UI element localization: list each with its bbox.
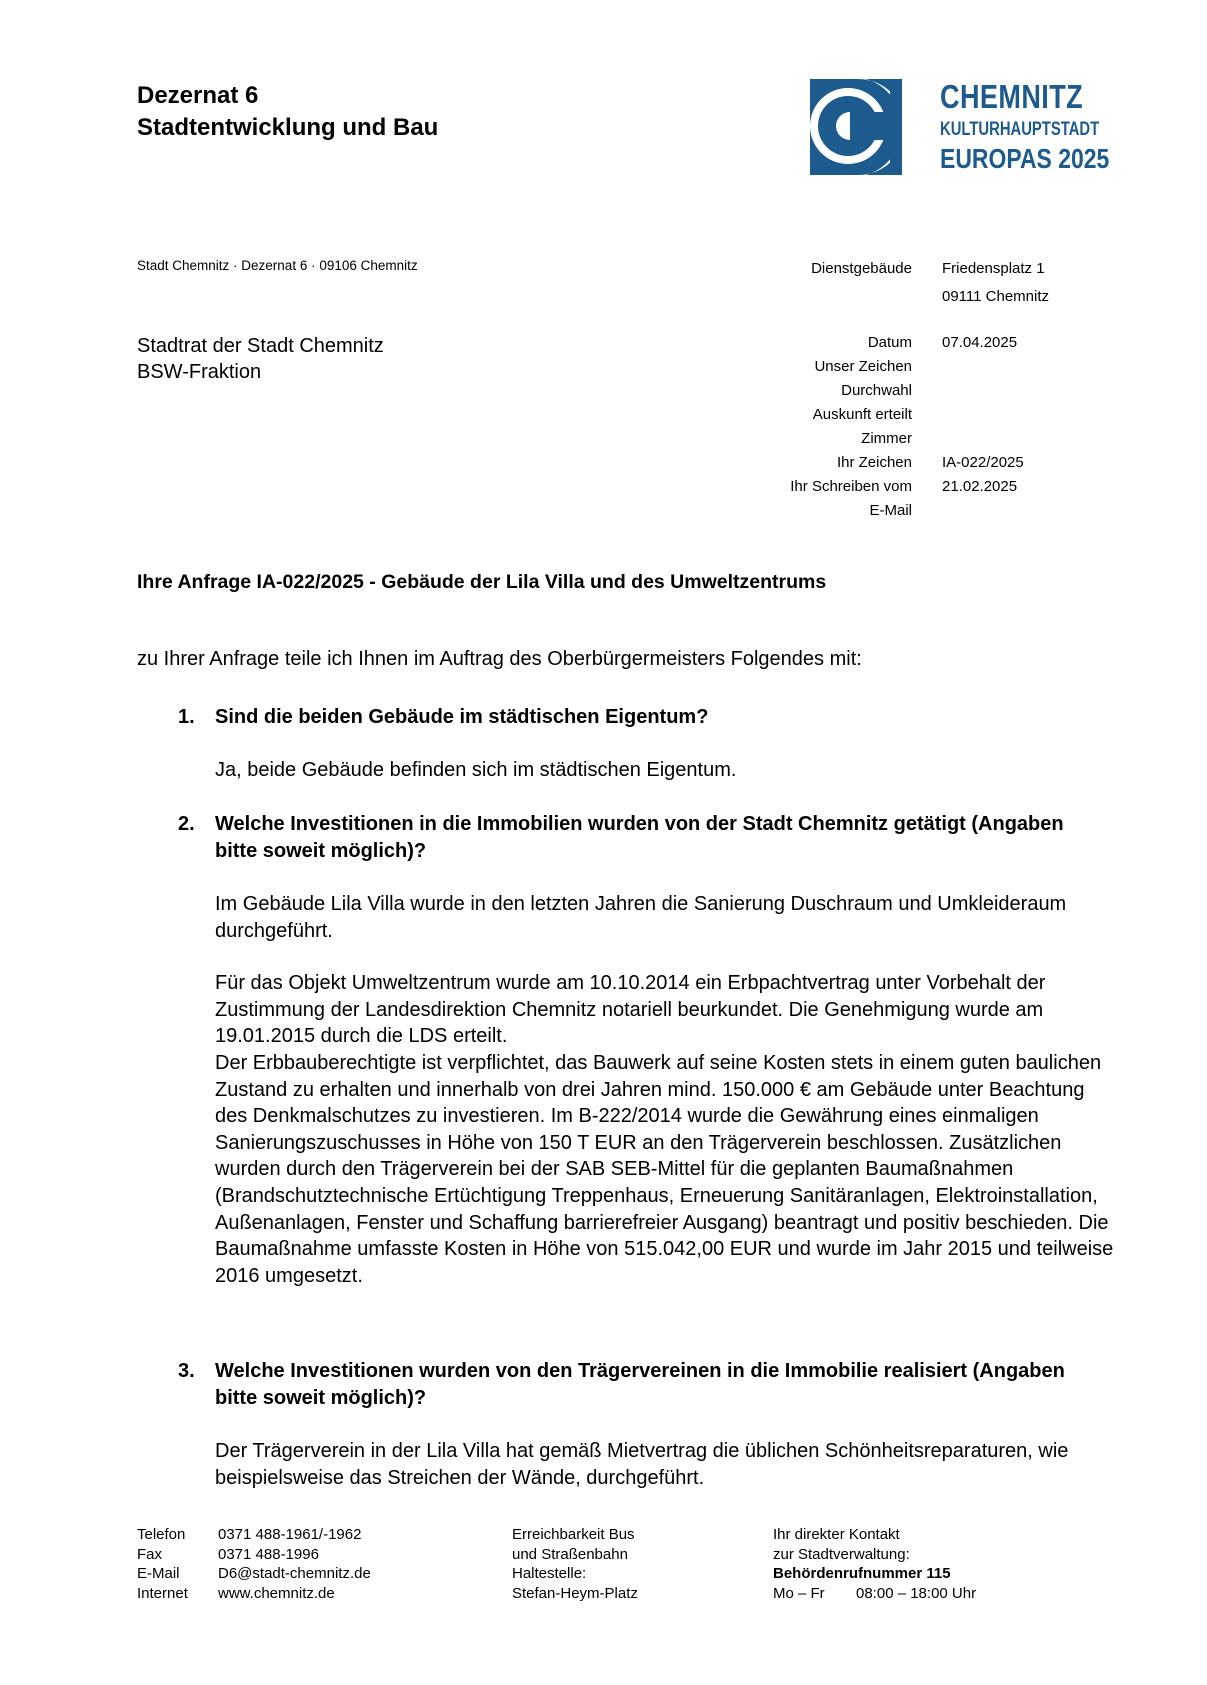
info-value: 21.02.2025 xyxy=(942,478,1018,495)
answer-paragraph: Der Erbbauberechtigte ist verpflichtet, das Bauwerk auf seine Kosten stets in einem guten baulichen Zustand zu erhalten und innerhalb von drei Jahren mind. 150.000 € am Gebäude unter Beachtung des Denkmalschutzes zu investieren. Im B-222/2014 wurde die Gewährung eines einmaligen Sanierungszuschusses in Höhe von 150 T EUR an den Trägerverein beschlossen. Zusätzlichen wurden durch den Trägerverein bei der SAB SEB-Mittel für die geplanten Baumaßnahmen (Brandschutztechnische Ertüchtigung Treppenhaus, Erneuerung Sanitäranlagen, Elektroinstallation, Außenanlagen, Fenster und Schaffung barrierefreier Ausgang) beantragt und positiv beschieden. Die Baumaßnahme umfasste Kosten in Höhe von 515.042,00 EUR und wurde im Jahr 2015 und teilweise 2016 umgesetzt. xyxy=(215,1051,1114,1287)
info-value: Friedensplatz 1 xyxy=(942,260,1045,277)
question-number: 2. xyxy=(178,813,195,835)
info-row-datum xyxy=(740,331,1160,355)
info-label: Ihr Schreiben vom xyxy=(790,478,912,495)
info-row-durchwahl xyxy=(740,379,1160,403)
info-label: Datum xyxy=(867,334,912,351)
department-heading xyxy=(137,80,438,144)
info-row-ihr-zeichen xyxy=(740,451,1160,475)
footer-email-link[interactable]: D6@stadt-chemnitz.de xyxy=(218,1565,371,1582)
answer-1 xyxy=(215,757,1115,784)
letter-intro: zu Ihrer Anfrage teile ich Ihnen im Auftrag des Oberbürgermeisters Folgendes mit: xyxy=(137,648,862,670)
info-row-email xyxy=(740,499,1160,523)
footer-contact xyxy=(137,1525,371,1603)
logo-tagline: KULTURHAUPTSTADT xyxy=(940,119,1100,140)
question-number: 1. xyxy=(178,706,195,728)
info-label: Unser Zeichen xyxy=(814,358,912,375)
footer-internet: Internet www.chemnitz.de xyxy=(137,1584,335,1602)
info-label: Auskunft erteilt xyxy=(812,406,912,423)
footer-fax: Fax 0371 488-1996 xyxy=(137,1545,319,1563)
letter-info-block xyxy=(740,255,1160,523)
footer-transit: Erreichbarkeit Bus und Straßenbahn Haltestelle: Stefan-Heym-Platz xyxy=(512,1526,638,1602)
question-text: Welche Investitionen wurden von den Trägervereinen in die Immobilie realisiert (Angaben bitte soweit möglich)? xyxy=(215,1360,1065,1409)
answer-paragraph: Für das Objekt Umweltzentrum wurde am 10.10.2014 ein Erbpachtvertrag unter Vorbehalt der Zustimmung der Landesdirektion Chemnitz notariell beurkundet. Die Genehmigung wurde am 19.01.2015 durch die LDS erteilt. xyxy=(215,972,1046,1048)
chemnitz-c-mark-icon xyxy=(806,79,902,175)
recipient-address xyxy=(137,333,384,385)
info-label: E-Mail xyxy=(869,502,912,519)
question-text: Sind die beiden Gebäude im städtischen Eigentum? xyxy=(215,706,709,728)
answer-2 xyxy=(215,891,1115,1289)
office-hours: Mo – Fr 08:00 – 18:00 Uhr xyxy=(773,1584,977,1602)
info-label: Dienstgebäude xyxy=(811,260,912,277)
info-row-dienstgebaeude xyxy=(740,255,1160,283)
info-row-zimmer xyxy=(740,427,1160,451)
info-value: IA-022/2025 xyxy=(942,454,1024,471)
question-1 xyxy=(178,704,1098,731)
footer-website-link[interactable]: www.chemnitz.de xyxy=(218,1584,335,1602)
question-3 xyxy=(178,1358,1098,1411)
department-subtitle: Stadtentwicklung und Bau xyxy=(137,114,439,141)
question-text: Welche Investitionen in die Immobilien wurden von der Stadt Chemnitz getätigt (Angaben bitte soweit möglich)? xyxy=(215,813,1064,862)
info-row-ihr-schreiben xyxy=(740,475,1160,499)
logo-year: EUROPAS 2025 xyxy=(940,143,1110,174)
recipient-line-2: BSW-Fraktion xyxy=(137,361,262,383)
info-row-auskunft xyxy=(740,403,1160,427)
answer-paragraph: Der Trägerverein in der Lila Villa hat gemäß Mietvertrag die üblichen Schönheitsreparaturen, wie beispielsweise das Streichen der Wände, durchgeführt. xyxy=(215,1440,1069,1489)
footer-email: E-Mail D6@stadt-chemnitz.de xyxy=(137,1565,371,1582)
info-label: Durchwahl xyxy=(841,382,912,399)
question-number: 3. xyxy=(178,1360,195,1382)
info-value: 07.04.2025 xyxy=(942,334,1018,351)
footer-phone: Telefon 0371 488-1961/-1962 xyxy=(137,1526,362,1543)
authority-phone-number: Behördenrufnummer 115 xyxy=(773,1565,951,1582)
answer-3 xyxy=(215,1438,1115,1491)
letter-subject: Ihre Anfrage IA-022/2025 - Gebäude der Lila Villa und des Umweltzentrums xyxy=(137,571,827,593)
footer-direct-contact: Ihr direkter Kontakt zur Stadtverwaltung: Behördenrufnummer 115 Mo – Fr 08:00 – 18:00 Uhr xyxy=(773,1526,977,1602)
logo-wordmark xyxy=(940,79,1146,175)
logo-city: CHEMNITZ xyxy=(940,78,1084,115)
info-row-unser-zeichen xyxy=(740,355,1160,379)
info-label: Ihr Zeichen xyxy=(836,454,912,471)
info-label: Zimmer xyxy=(861,430,912,447)
question-2 xyxy=(178,811,1098,864)
info-row-dienstgebaeude-city xyxy=(740,283,1160,311)
recipient-line-1: Stadtrat der Stadt Chemnitz xyxy=(137,335,384,357)
answer-paragraph: Im Gebäude Lila Villa wurde in den letzten Jahren die Sanierung Duschraum und Umkleideraum durchgeführt. xyxy=(215,893,1067,942)
sender-return-address: Stadt Chemnitz · Dezernat 6 · 09106 Chemnitz xyxy=(137,258,418,273)
chemnitz-logo xyxy=(806,78,1110,175)
info-value: 09111 Chemnitz xyxy=(942,288,1050,305)
department-name: Dezernat 6 xyxy=(137,82,259,109)
answer-paragraph: Ja, beide Gebäude befinden sich im städtischen Eigentum. xyxy=(215,759,737,781)
